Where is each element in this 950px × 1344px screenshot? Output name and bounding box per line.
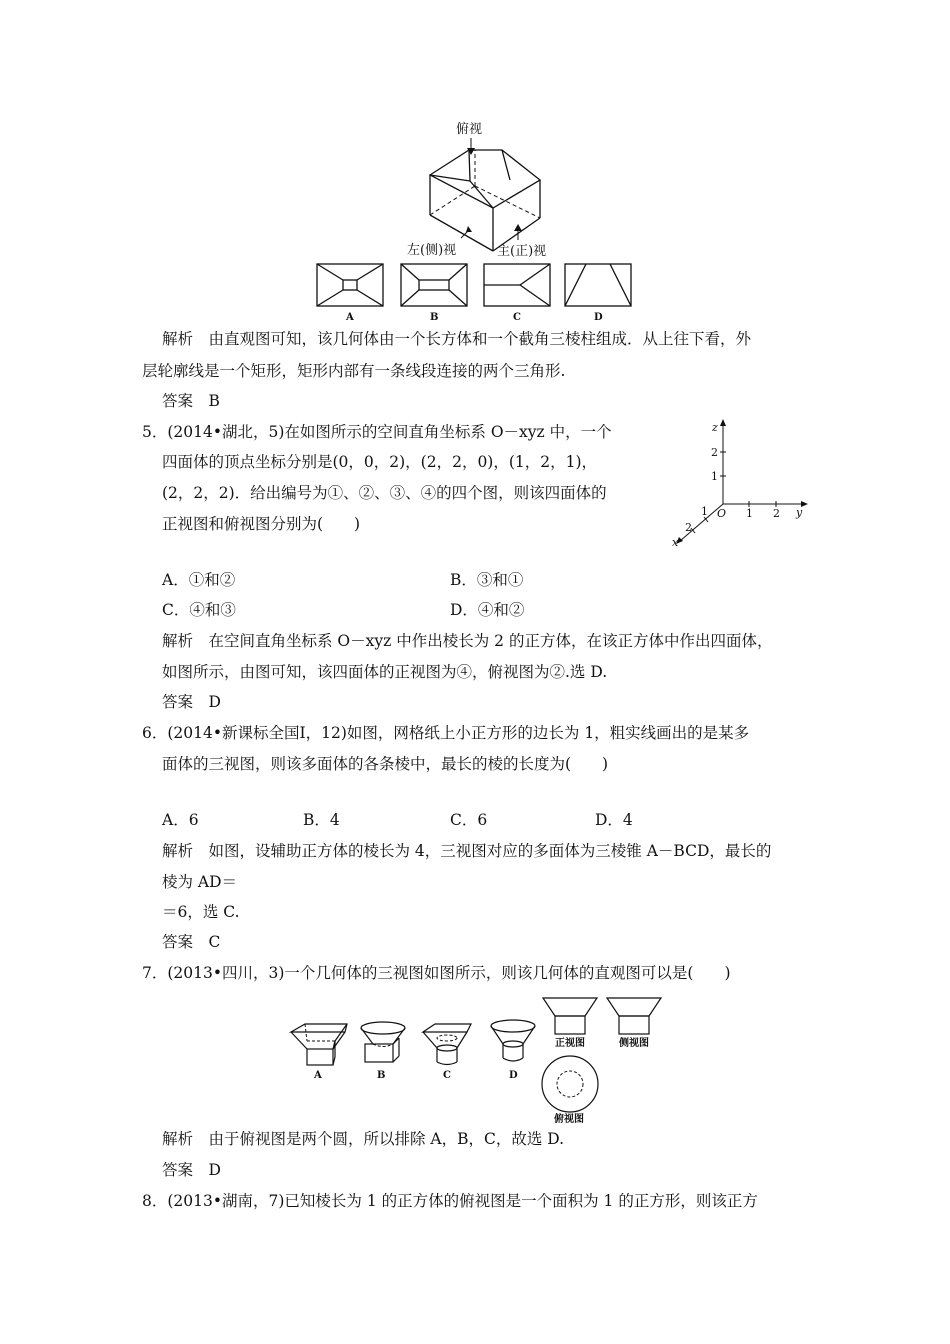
option-figure-a	[317, 264, 383, 306]
q6-option-b: B．4	[303, 811, 340, 829]
q7-answer: 答案 D	[162, 1161, 221, 1179]
option-figure-d	[565, 264, 631, 306]
q7-figure	[285, 994, 665, 1124]
q5-option-d: D．④和②	[450, 601, 525, 619]
q6-option-a: A．6	[162, 811, 199, 829]
q5-stem-line-3: (2，2，2)．给出编号为①、②、③、④的四个图，则该四面体的	[162, 484, 607, 502]
q7-analysis-line-1: 解析 由于俯视图是两个圆，所以排除 A，B，C，故选 D.	[162, 1130, 565, 1148]
q5-option-a: A．①和②	[162, 571, 236, 589]
solid-figure	[0, 0, 950, 320]
q5-answer: 答案 D	[162, 693, 221, 711]
x-tick-2: 2	[685, 521, 692, 534]
y-tick-1: 1	[746, 507, 753, 520]
q4-analysis-line-2: 层轮廓线是一个矩形，矩形内部有一条线段连接的两个三角形.	[142, 362, 566, 380]
q5-option-b: B．③和①	[450, 571, 524, 589]
q5-analysis-line-2: 如图所示，由图可知，该四面体的正视图为④，俯视图为②.选 D.	[162, 663, 608, 681]
q5-analysis-line-1: 解析 在空间直角坐标系 O－xyz 中作出棱长为 2 的正方体，在该正方体中作出四面体，	[162, 632, 773, 650]
axis-label-z: z	[712, 421, 718, 434]
q7-fig-label-a: A	[314, 1070, 322, 1081]
option-figure-c	[484, 264, 550, 306]
q6-answer: 答案 C	[162, 933, 221, 951]
y-tick-2: 2	[773, 507, 780, 520]
origin-label: O	[717, 507, 727, 520]
q5-option-c: C．④和③	[162, 601, 236, 619]
z-tick-1: 1	[711, 470, 718, 483]
q4-answer: 答案 B	[162, 392, 220, 410]
axis-label-y: y	[796, 506, 803, 519]
option-label-b: B	[430, 312, 439, 320]
q6-option-d: D．4	[595, 811, 633, 829]
q7-front-view-label: 正视图	[555, 1038, 585, 1049]
option-figure-b	[401, 264, 467, 306]
option-label-d: D	[594, 312, 603, 320]
q5-stem-line-1: 5．(2014•湖北，5)在如图所示的空间直角坐标系 O－xyz 中，一个	[142, 423, 612, 441]
q8-stem-line-1: 8．(2013•湖南，7)已知棱长为 1 的正方体的俯视图是一个面积为 1 的正方形，则该正方	[142, 1192, 758, 1210]
q6-option-c: C．6	[450, 811, 488, 829]
q6-analysis-line-3: ＝6，选 C.	[162, 903, 240, 921]
axis-label-x: x	[672, 536, 679, 549]
coordinate-axes-figure	[668, 418, 818, 553]
z-tick-2: 2	[711, 446, 718, 459]
q7-fig-label-d: D	[509, 1070, 518, 1081]
label-front-view: 主(正)视	[497, 244, 547, 259]
q5-stem-line-2: 四面体的顶点坐标分别是(0，0，2)，(2，2，0)，(1，2，1)，	[162, 453, 598, 471]
label-left-view: 左(侧)视	[407, 243, 457, 258]
option-label-c: C	[513, 312, 521, 320]
label-top-view: 俯视	[456, 122, 483, 137]
q5-stem-line-4: 正视图和俯视图分别为( )	[162, 515, 361, 533]
option-label-a: A	[346, 312, 354, 320]
q7-top-view-label: 俯视图	[554, 1114, 584, 1124]
q7-fig-label-c: C	[443, 1070, 451, 1081]
q6-stem-line-1: 6．(2014•新课标全国Ⅰ，12)如图，网格纸上小正方形的边长为 1，粗实线画出的是某多	[142, 724, 750, 742]
q6-analysis-line-1: 解析 如图，设辅助正方体的棱长为 4，三视图对应的多面体为三棱锥 A－BCD，最长的	[162, 842, 772, 860]
q7-side-view-label: 侧视图	[619, 1038, 649, 1049]
q6-stem-line-2: 面体的三视图，则该多面体的各条棱中，最长的棱的长度为( )	[162, 755, 609, 773]
q6-analysis-line-2: 棱为 AD＝	[162, 873, 238, 891]
q7-stem-line-1: 7．(2013•四川，3)一个几何体的三视图如图所示，则该几何体的直观图可以是( )	[142, 964, 731, 982]
q7-fig-label-b: B	[377, 1070, 386, 1081]
q4-analysis-line-1: 解析 由直观图可知，该几何体由一个长方体和一个截角三棱柱组成．从上往下看，外	[162, 330, 752, 348]
x-tick-1: 1	[701, 505, 708, 518]
